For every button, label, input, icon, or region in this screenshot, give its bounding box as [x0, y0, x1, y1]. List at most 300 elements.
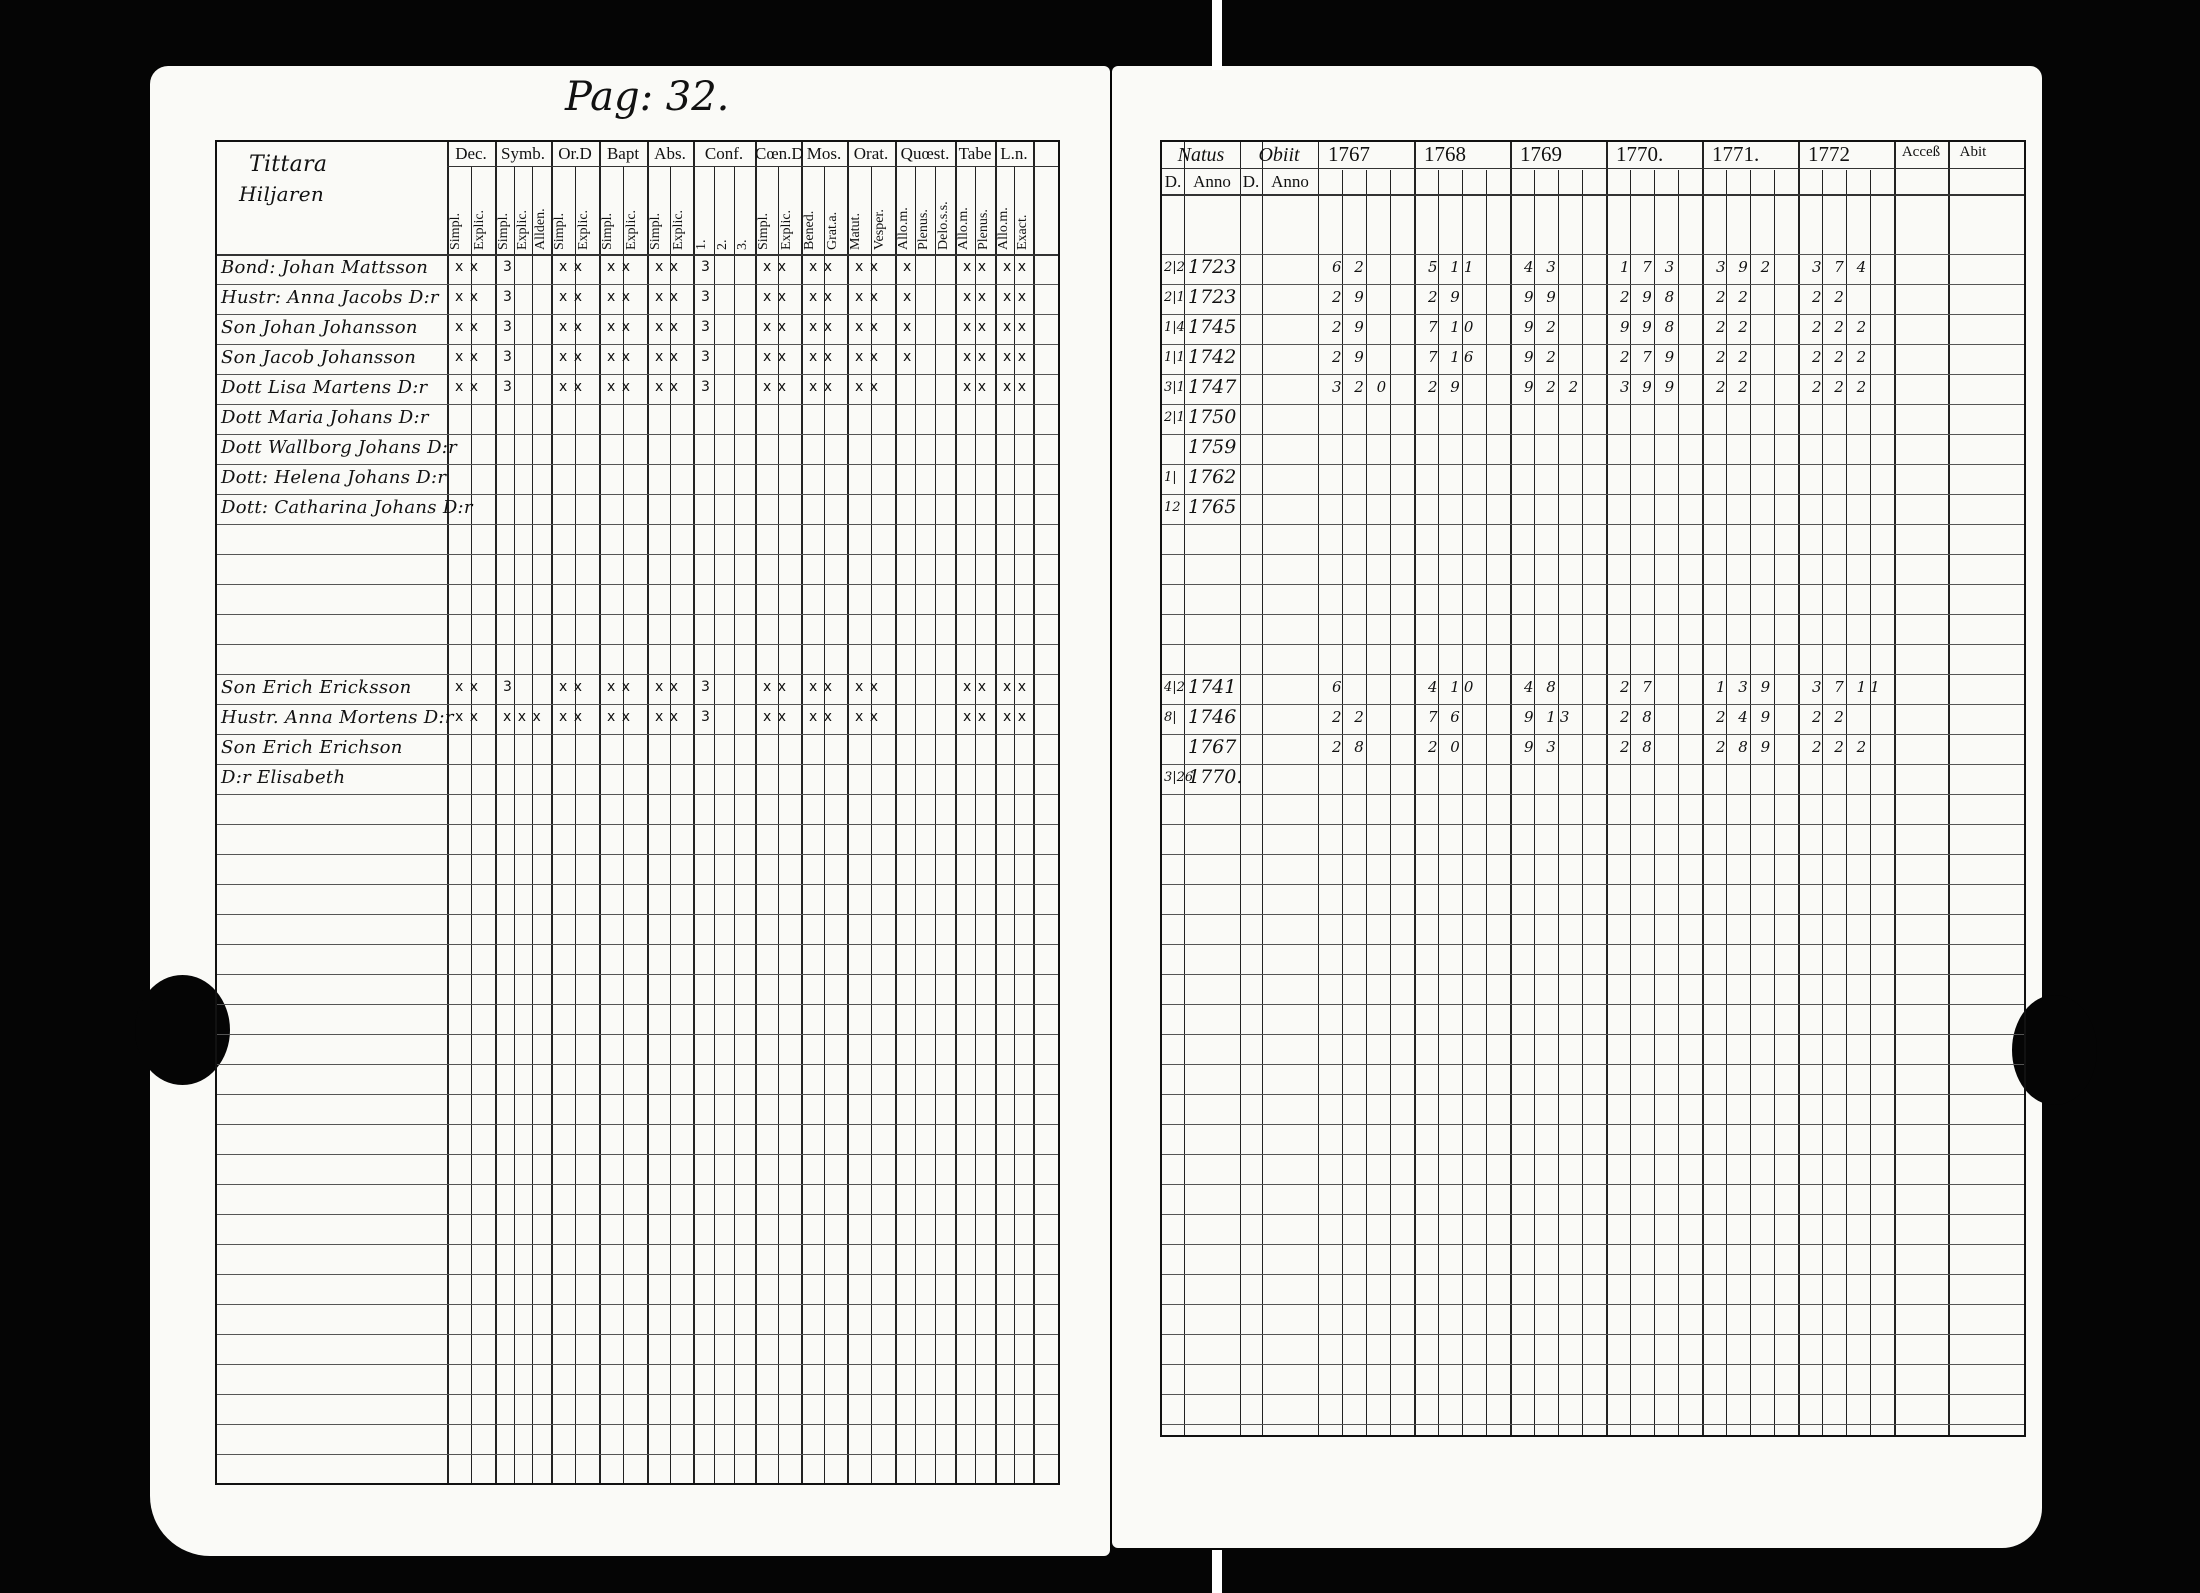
examination-mark: 1 7 3	[1620, 258, 1679, 276]
examination-mark: 7 6	[1428, 708, 1464, 726]
catechism-mark: 3	[503, 679, 513, 695]
register-row-line	[217, 1124, 1058, 1125]
register-row-line	[217, 284, 1058, 285]
natus-day: 3|1	[1164, 380, 1185, 395]
catechism-mark: x x	[607, 349, 632, 365]
examination-mark: 3 9 2	[1716, 258, 1775, 276]
examination-mark: 2 9 8	[1620, 288, 1679, 306]
register-row-line	[1162, 1394, 2024, 1395]
catechism-mark: x x	[963, 379, 988, 395]
catechism-mark: x x	[1003, 709, 1028, 725]
catechism-mark: x x	[763, 709, 788, 725]
catechism-mark: x x	[655, 379, 680, 395]
natus-year: 1762	[1188, 466, 1237, 488]
year-sub-line	[1582, 170, 1583, 1435]
catechism-mark: 3	[701, 679, 711, 695]
register-row-line	[1162, 284, 2024, 285]
register-row-line	[1162, 914, 2024, 915]
register-row-line	[1162, 794, 2024, 795]
register-row-line	[1162, 1004, 2024, 1005]
register-row-line	[1162, 614, 2024, 615]
examination-mark: 9 13	[1524, 708, 1574, 726]
catechism-mark: x x	[963, 709, 988, 725]
register-row-line	[1162, 644, 2024, 645]
catechism-mark: x x	[963, 349, 988, 365]
year-label: 1769	[1520, 142, 1562, 166]
catechism-mark: x x	[855, 259, 880, 275]
catechism-mark: x x	[1003, 319, 1028, 335]
register-row-line	[1162, 1064, 2024, 1065]
catechism-mark: x x	[809, 259, 834, 275]
natus-day: 1|	[1164, 470, 1177, 485]
natus-year: 1747	[1188, 376, 1237, 398]
catechism-mark: x x	[455, 349, 480, 365]
register-row-line	[1162, 1154, 2024, 1155]
catechism-mark: x x	[455, 709, 480, 725]
column-sub-label: Simpl.	[600, 213, 615, 250]
obiit-d-label: D.	[1242, 172, 1260, 191]
register-row-line	[217, 944, 1058, 945]
examination-mark: 9 2	[1524, 318, 1560, 336]
catechism-mark: x x	[763, 379, 788, 395]
gutter-line-top	[1212, 0, 1222, 70]
register-row-line	[1162, 1304, 2024, 1305]
examination-mark: 2 2	[1812, 288, 1848, 306]
natus-year: 1750	[1188, 406, 1237, 428]
register-row-line	[1162, 554, 2024, 555]
register-row-line	[1162, 1214, 2024, 1215]
register-row-line	[1162, 1364, 2024, 1365]
examination-mark: 2 8	[1332, 738, 1368, 756]
catechism-mark: x x	[655, 259, 680, 275]
catechism-mark: 3	[701, 709, 711, 725]
register-row-line	[217, 314, 1058, 315]
examination-mark: 2 8	[1620, 708, 1656, 726]
year-label: 1772	[1808, 142, 1850, 166]
natus-label: Natus	[1177, 144, 1225, 166]
column-sub-label: Plenus.	[916, 209, 931, 250]
year-label: 1771.	[1712, 142, 1760, 166]
register-row-line	[1162, 344, 2024, 345]
register-row-line	[217, 494, 1058, 495]
examination-mark: 2 2 2	[1812, 318, 1871, 336]
column-group-label: Tabe	[958, 144, 992, 163]
register-row-line	[217, 974, 1058, 975]
register-row-line	[1162, 764, 2024, 765]
register-row-line	[217, 884, 1058, 885]
catechism-mark: x x	[607, 259, 632, 275]
natus-day: 2|1	[1164, 410, 1185, 425]
catechism-mark: 3	[503, 379, 513, 395]
catechism-mark: x x	[455, 319, 480, 335]
catechism-mark: 3	[701, 319, 711, 335]
person-name: Dott: Catharina Johans D:r	[221, 497, 473, 518]
catechism-mark: x x	[855, 379, 880, 395]
column-sub-label: Matut.	[848, 213, 863, 250]
register-row-line	[217, 1304, 1058, 1305]
column-sub-label: Allo.m.	[956, 207, 971, 250]
catechism-mark: x x	[963, 289, 988, 305]
catechism-mark: x x	[655, 679, 680, 695]
examination-mark: 2 2	[1716, 378, 1752, 396]
natus-year: 1770.	[1188, 766, 1243, 788]
catechism-mark: x x	[559, 259, 584, 275]
examination-mark: 2 2 2	[1812, 738, 1871, 756]
examination-mark: 2 0	[1428, 738, 1464, 756]
examination-mark: 2 9	[1332, 318, 1368, 336]
register-row-line	[217, 1424, 1058, 1425]
register-row-line	[217, 1214, 1058, 1215]
column-sub-label: Explic.	[779, 209, 794, 250]
person-name: Dott Wallborg Johans D:r	[221, 437, 458, 458]
examination-mark: 2 2	[1812, 708, 1848, 726]
register-row-line	[1162, 1124, 2024, 1125]
examination-mark: 4 8	[1524, 678, 1560, 696]
examination-mark: 2 2	[1716, 348, 1752, 366]
examination-mark: 2 8	[1620, 738, 1656, 756]
catechism-mark: x x	[1003, 259, 1028, 275]
column-sub-label: Bened.	[802, 210, 817, 250]
year-column-line	[1798, 142, 1800, 1435]
catechism-mark: x x	[809, 289, 834, 305]
catechism-mark: x x	[855, 349, 880, 365]
catechism-mark: x x	[655, 709, 680, 725]
left-title-line1: Tittara	[249, 152, 328, 177]
column-group-label: Quœst.	[900, 144, 950, 163]
year-column-line	[1606, 142, 1608, 1435]
examination-mark: 9 2	[1524, 348, 1560, 366]
register-row-line	[1162, 674, 2024, 675]
column-sub-label: Allo.m.	[996, 207, 1011, 250]
natus-year: 1741	[1188, 676, 1237, 698]
right-header-bottom-line	[1162, 194, 2024, 196]
catechism-mark: x x	[1003, 349, 1028, 365]
column-sub-label: Vesper.	[872, 209, 887, 250]
natus-anno-label: Anno	[1193, 172, 1231, 191]
natus-d-label: D.	[1164, 172, 1182, 191]
register-row-line	[1162, 854, 2024, 855]
column-sub-label: Explic.	[576, 209, 591, 250]
catechism-mark: x x	[1003, 679, 1028, 695]
column-sub-label: 1.	[694, 239, 709, 250]
examination-mark: 5 11	[1428, 258, 1478, 276]
register-row-line	[1162, 734, 2024, 735]
register-row-line	[1162, 1274, 2024, 1275]
year-sub-line	[1774, 170, 1775, 1435]
column-sub-label: Explic.	[472, 209, 487, 250]
catechism-mark: x x	[809, 349, 834, 365]
column-sub-label: Allden.	[533, 208, 549, 250]
year-column-line	[1894, 142, 1896, 1435]
register-row-line	[217, 1334, 1058, 1335]
register-row-line	[217, 824, 1058, 825]
obiit-anno-line	[1318, 142, 1319, 1435]
register-row-line	[1162, 524, 2024, 525]
examination-mark: 2 2	[1332, 708, 1368, 726]
catechism-mark: x x	[559, 319, 584, 335]
column-sub-label: Explic.	[514, 209, 530, 250]
person-name: Son Erich Ericksson	[221, 677, 412, 698]
examination-mark: 9 2 2	[1524, 378, 1583, 396]
register-row-line	[217, 1004, 1058, 1005]
person-name: Bond: Johan Mattsson	[221, 257, 429, 278]
examination-mark: 3 2 0	[1332, 378, 1391, 396]
column-sub-label: Grat.a.	[825, 211, 840, 250]
catechism-mark: x x	[559, 349, 584, 365]
column-sub-label: Simpl.	[496, 213, 511, 250]
column-sub-label: 2.	[714, 239, 730, 250]
right-register-grid	[1160, 140, 2026, 1437]
year-sub-line	[1390, 170, 1391, 1435]
register-row-line	[217, 524, 1058, 525]
register-row-line	[1162, 944, 2024, 945]
year-column-line	[1510, 142, 1512, 1435]
accessit-line	[1948, 142, 1950, 1435]
catechism-mark: x	[903, 319, 913, 335]
natus-year: 1767	[1188, 736, 1237, 758]
person-name: Hustr. Anna Mortens D:r	[221, 707, 454, 728]
column-sub-label: Plenus.	[976, 209, 991, 250]
year-label: 1770.	[1616, 142, 1664, 166]
register-row-line	[1162, 314, 2024, 315]
register-row-line	[1162, 1334, 2024, 1335]
catechism-mark: x x	[559, 289, 584, 305]
register-row-line	[217, 464, 1058, 465]
column-group-label: Orat.	[853, 144, 889, 163]
register-row-line	[1162, 404, 2024, 405]
register-row-line	[217, 704, 1058, 705]
left-header-group-line	[447, 166, 1058, 167]
obiit-d-line	[1262, 142, 1263, 1435]
catechism-mark: x x	[559, 679, 584, 695]
register-row-line	[217, 644, 1058, 645]
catechism-mark: x x	[763, 319, 788, 335]
register-row-line	[217, 434, 1058, 435]
year-label: 1767	[1328, 142, 1370, 166]
column-group-label: Conf.	[704, 144, 744, 163]
examination-mark: 9 9 8	[1620, 318, 1679, 336]
year-column-line	[1702, 142, 1704, 1435]
register-row-line	[1162, 494, 2024, 495]
register-row-line	[217, 764, 1058, 765]
register-row-line	[1162, 584, 2024, 585]
examination-mark: 7 10	[1428, 318, 1478, 336]
column-group-label: Mos.	[806, 144, 842, 163]
catechism-mark: x x	[809, 319, 834, 335]
person-name: D:r Elisabeth	[221, 767, 346, 788]
column-group-label: Symb.	[501, 144, 545, 163]
examination-mark: 9 3	[1524, 738, 1560, 756]
natus-day: 3|26	[1164, 770, 1194, 785]
catechism-mark: x x	[655, 319, 680, 335]
examination-mark: 3 7 11	[1812, 678, 1884, 696]
right-header-top-line	[1162, 168, 2024, 169]
register-row-line	[217, 914, 1058, 915]
register-row-line	[217, 1274, 1058, 1275]
person-name: Dott Maria Johans D:r	[221, 407, 429, 428]
column-sub-label: Delo.s.s.	[936, 201, 951, 250]
obiit-anno-label: Anno	[1271, 172, 1309, 191]
left-header-bottom-line	[217, 254, 1058, 256]
catechism-mark: x x	[963, 259, 988, 275]
natus-day: 4|2	[1164, 680, 1185, 695]
catechism-mark: 3	[503, 289, 513, 305]
catechism-mark: x x	[855, 679, 880, 695]
register-row-line	[1162, 1094, 2024, 1095]
person-name: Hustr: Anna Jacobs D:r	[221, 287, 439, 308]
catechism-mark: x x	[655, 289, 680, 305]
examination-mark: 2 2	[1716, 318, 1752, 336]
person-name: Son Johan Johansson	[221, 317, 418, 338]
catechism-mark: 3	[701, 259, 711, 275]
register-row-line	[217, 404, 1058, 405]
examination-mark: 7 16	[1428, 348, 1478, 366]
column-sub-label: Allo.m.	[896, 207, 911, 250]
column-group-label: L.n.	[1000, 144, 1028, 163]
catechism-mark: x x	[559, 379, 584, 395]
person-name: Son Erich Erichson	[221, 737, 403, 758]
natus-year: 1745	[1188, 316, 1237, 338]
natus-year: 1723	[1188, 256, 1237, 278]
examination-mark: 3 7 4	[1812, 258, 1871, 276]
catechism-mark: x x	[607, 319, 632, 335]
examination-mark: 4 3	[1524, 258, 1560, 276]
examination-mark: 2 9	[1332, 348, 1368, 366]
examination-mark: 2 4 9	[1716, 708, 1775, 726]
natus-day: 8|	[1164, 710, 1177, 725]
column-group-label: Dec.	[455, 144, 487, 163]
register-row-line	[217, 1454, 1058, 1455]
register-row-line	[1162, 464, 2024, 465]
catechism-mark: x x	[655, 349, 680, 365]
register-row-line	[217, 1094, 1058, 1095]
column-group-label: Cœn.D	[755, 144, 804, 163]
natus-d-line	[1184, 142, 1185, 1435]
examination-mark: 2 8 9	[1716, 738, 1775, 756]
catechism-mark: x x	[963, 679, 988, 695]
natus-day: 12	[1164, 500, 1181, 515]
register-row-line	[1162, 254, 2024, 255]
register-row-line	[217, 374, 1058, 375]
natus-day: 2|1	[1164, 290, 1185, 305]
register-row-line	[217, 1154, 1058, 1155]
gutter-line-bottom	[1212, 1550, 1222, 1593]
abiit-label: Abit	[1959, 144, 1987, 160]
column-sub-label: Simpl.	[552, 213, 567, 250]
catechism-mark: x x	[763, 259, 788, 275]
examination-mark: 1 3 9	[1716, 678, 1775, 696]
catechism-mark: x x	[855, 709, 880, 725]
column-group-label: Or.D	[558, 144, 592, 163]
register-row-line	[217, 854, 1058, 855]
register-row-line	[1162, 1244, 2024, 1245]
column-sub-label: Simpl.	[756, 213, 771, 250]
register-row-line	[1162, 824, 2024, 825]
natus-day: 1|1	[1164, 350, 1185, 365]
person-name: Dott Lisa Martens D:r	[221, 377, 428, 398]
register-row-line	[1162, 704, 2024, 705]
obiit-label: Obiit	[1258, 144, 1300, 166]
catechism-mark: 3	[701, 289, 711, 305]
catechism-mark: x x	[763, 289, 788, 305]
catechism-mark: x x	[607, 379, 632, 395]
register-row-line	[217, 1064, 1058, 1065]
catechism-mark: x x	[809, 709, 834, 725]
natus-year: 1759	[1188, 436, 1237, 458]
register-row-line	[217, 584, 1058, 585]
register-row-line	[1162, 974, 2024, 975]
person-name: Son Jacob Johansson	[221, 347, 417, 368]
natus-day: 2|2	[1164, 260, 1185, 275]
year-sub-line	[1486, 170, 1487, 1435]
examination-mark: 3 9 9	[1620, 378, 1679, 396]
examination-mark: 2 9	[1428, 378, 1464, 396]
catechism-mark: x x	[455, 679, 480, 695]
catechism-mark: x	[903, 259, 913, 275]
examination-mark: 2 9	[1428, 288, 1464, 306]
catechism-mark: x	[903, 289, 913, 305]
register-row-line	[217, 554, 1058, 555]
catechism-mark: x x	[607, 709, 632, 725]
column-sub-label: Simpl.	[648, 213, 663, 250]
accessit-label: Acceß	[1901, 144, 1941, 160]
natus-year: 1765	[1188, 496, 1237, 518]
catechism-mark: x x	[455, 289, 480, 305]
examination-mark: 6 2	[1332, 258, 1368, 276]
column-group-label: Abs.	[654, 144, 686, 163]
examination-mark: 2 7 9	[1620, 348, 1679, 366]
examination-mark: 2 2 2	[1812, 378, 1871, 396]
register-row-line	[217, 1034, 1058, 1035]
catechism-mark: 3	[701, 349, 711, 365]
catechism-mark: x x	[607, 289, 632, 305]
examination-mark: 2 2 2	[1812, 348, 1871, 366]
register-row-line	[217, 614, 1058, 615]
register-row-line	[217, 794, 1058, 795]
catechism-mark: 3	[503, 259, 513, 275]
register-row-line	[217, 344, 1058, 345]
register-row-line	[217, 1394, 1058, 1395]
register-row-line	[217, 734, 1058, 735]
natus-year: 1723	[1188, 286, 1237, 308]
catechism-mark: x x	[559, 709, 584, 725]
catechism-mark: x x	[763, 349, 788, 365]
catechism-mark: x x	[455, 379, 480, 395]
page-number: Pag: 32.	[565, 74, 730, 120]
examination-mark: 6	[1332, 678, 1346, 696]
catechism-mark: x x x	[503, 709, 542, 725]
column-group-label: Bapt	[606, 144, 640, 163]
catechism-mark: x x	[855, 289, 880, 305]
catechism-mark: x x	[763, 679, 788, 695]
register-row-line	[217, 674, 1058, 675]
catechism-mark: x x	[1003, 289, 1028, 305]
catechism-mark: 3	[503, 349, 513, 365]
natus-day: 1|4	[1164, 320, 1185, 335]
natus-year: 1746	[1188, 706, 1237, 728]
catechism-mark: x x	[855, 319, 880, 335]
catechism-mark: x x	[809, 379, 834, 395]
catechism-mark: x x	[809, 679, 834, 695]
catechism-mark: 3	[503, 319, 513, 335]
register-row-line	[1162, 374, 2024, 375]
person-name: Dott: Helena Johans D:r	[221, 467, 447, 488]
catechism-mark: x x	[1003, 379, 1028, 395]
catechism-mark: x	[903, 349, 913, 365]
column-sub-label: 3.	[735, 239, 751, 250]
examination-mark: 4 10	[1428, 678, 1478, 696]
column-sub-label: Exact.	[1015, 214, 1030, 250]
